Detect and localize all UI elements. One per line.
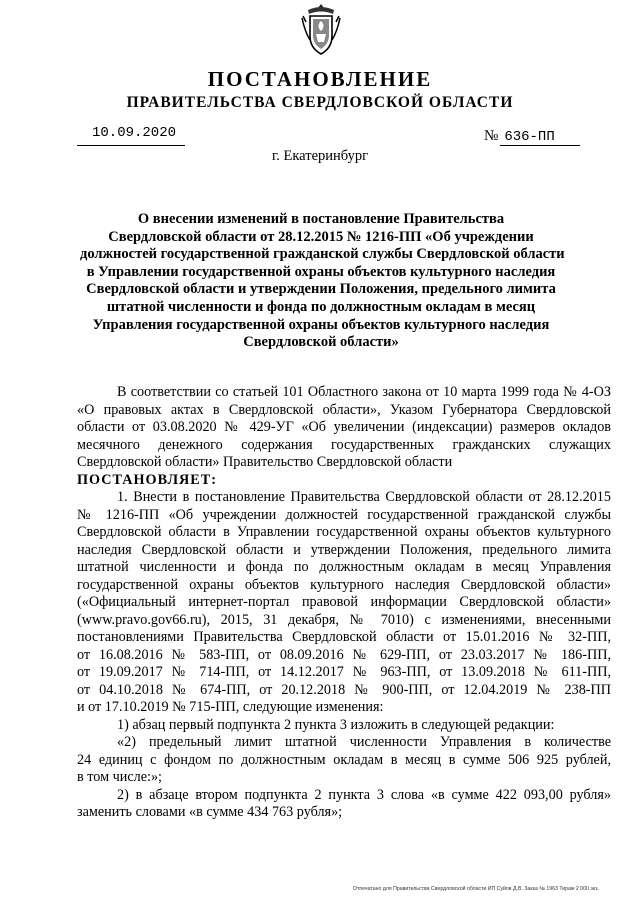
decree-word: ПОСТАНОВЛЯЕТ: bbox=[77, 471, 217, 488]
title-line: Свердловской области от 28.12.2015 № 1216-ПП «Об учреждении bbox=[108, 228, 534, 245]
print-note: Отпечатано для Правительства Свердловской области ИП Суйов Д.В. Заказ № 1963 Тираж 2 000 экз. bbox=[353, 886, 600, 892]
title-line: должностей государственной гражданской службы Свердловской области bbox=[80, 246, 565, 263]
title-line: О внесении изменений в постановление Правительства bbox=[137, 211, 505, 227]
preamble-line: области от 03.08.2020 № 429-УГ «Об увеличении (индексации) размеров окладов bbox=[77, 419, 611, 435]
subitem1-quote-line: 24 единиц с фондом по должностным окладам в месяц в сумме 506 925 рублей, bbox=[77, 751, 611, 768]
number-underline bbox=[500, 145, 580, 146]
item1-line: № 1216-ПП «Об учреждении должностей государственной гражданской службы bbox=[77, 506, 611, 523]
city: г. Екатеринбург bbox=[271, 148, 369, 164]
item1-line: постановлениями Правительства Свердловской области от 15.01.2016 № 32-ПП, bbox=[77, 629, 611, 645]
subitem1-intro: 1) абзац первый подпункта 2 пункта 3 изложить в следующей редакции: bbox=[117, 716, 555, 733]
issuer-heading: ПРАВИТЕЛЬСТВА СВЕРДЛОВСКОЙ ОБЛАСТИ bbox=[126, 94, 514, 111]
decree-number: 636-ПП bbox=[504, 129, 555, 145]
item1-line: и от 17.10.2019 № 715-ПП, следующие изменения: bbox=[77, 699, 384, 715]
item1-line: 1. Внести в постановление Правительства Свердловской области от 28.12.2015 bbox=[117, 489, 611, 505]
item1-line: государственной охраны объектов культурного наследия Свердловской области» bbox=[77, 576, 611, 593]
subitem1-quote-line: в том числе:»; bbox=[77, 769, 162, 785]
item1-line: штатной численности и фонда по должностным окладам в месяц Управления bbox=[77, 559, 611, 575]
title-line: Свердловской области и утверждении Положения, предельного лимита bbox=[86, 281, 556, 298]
preamble-line: месячного денежного содержания государственных гражданских служащих bbox=[77, 436, 611, 453]
title-line: Свердловской области» bbox=[243, 334, 399, 351]
item1-line: от 16.08.2016 № 583-ПП, от 08.09.2016 № 629-ПП, от 23.03.2017 № 186-ПП, bbox=[77, 646, 611, 663]
item1-line: наследия Свердловской области и утверждении Положения, предельного лимита bbox=[77, 541, 611, 558]
number-sign: № bbox=[484, 128, 499, 144]
document-title bbox=[80, 211, 565, 352]
preamble-line: «О правовых актах в Свердловской области», Указом Губернатора Свердловской bbox=[77, 401, 611, 418]
item1-line: («Официальный интернет-портал правовой информации Свердловской области» bbox=[77, 594, 611, 610]
item1-line: от 19.09.2017 № 714-ПП, от 14.12.2017 № 963-ПП, от 13.09.2018 № 611-ПП, bbox=[77, 664, 611, 680]
subitem1-quote-line: «2) предельный лимит штатной численности Управления в количестве bbox=[117, 734, 611, 750]
title-line: штатной численности и фонда по должностным окладам в месяц bbox=[106, 298, 536, 315]
subitem2-line: заменить словами «в сумме 434 763 рубля»; bbox=[77, 804, 343, 820]
document-body bbox=[77, 384, 611, 822]
decree-number-block bbox=[484, 128, 555, 145]
title-line: Управления государственной охраны объектов культурного наследия bbox=[92, 316, 550, 333]
item1-line: (www.pravo.gov66.ru), 2015, 31 декабря, № 7010) с изменениями, внесенными bbox=[77, 611, 611, 628]
subitem2-line: 2) в абзаце втором подпункта 2 пункта 3 слова «в сумме 422 093,00 рубля» bbox=[117, 786, 611, 803]
item1-line: от 04.10.2018 № 674-ПП, от 20.12.2018 № 900-ПП, от 12.04.2019 № 238-ПП bbox=[77, 681, 611, 698]
document-type-heading: ПОСТАНОВЛЕНИЕ bbox=[207, 67, 433, 91]
date-underline bbox=[77, 145, 185, 146]
preamble-line: В соответствии со статьей 101 Областного закона от 10 марта 1999 года № 4-ОЗ bbox=[117, 384, 611, 400]
preamble-line: Свердловской области» Правительство Свердловской области bbox=[77, 454, 453, 470]
item1-line: Свердловской области в Управлении государственной охраны объектов культурного bbox=[77, 524, 611, 540]
decree-date: 10.09.2020 bbox=[92, 125, 177, 141]
title-line: в Управлении государственной охраны объектов культурного наследия bbox=[86, 263, 556, 280]
coat-of-arms-icon bbox=[300, 2, 342, 57]
